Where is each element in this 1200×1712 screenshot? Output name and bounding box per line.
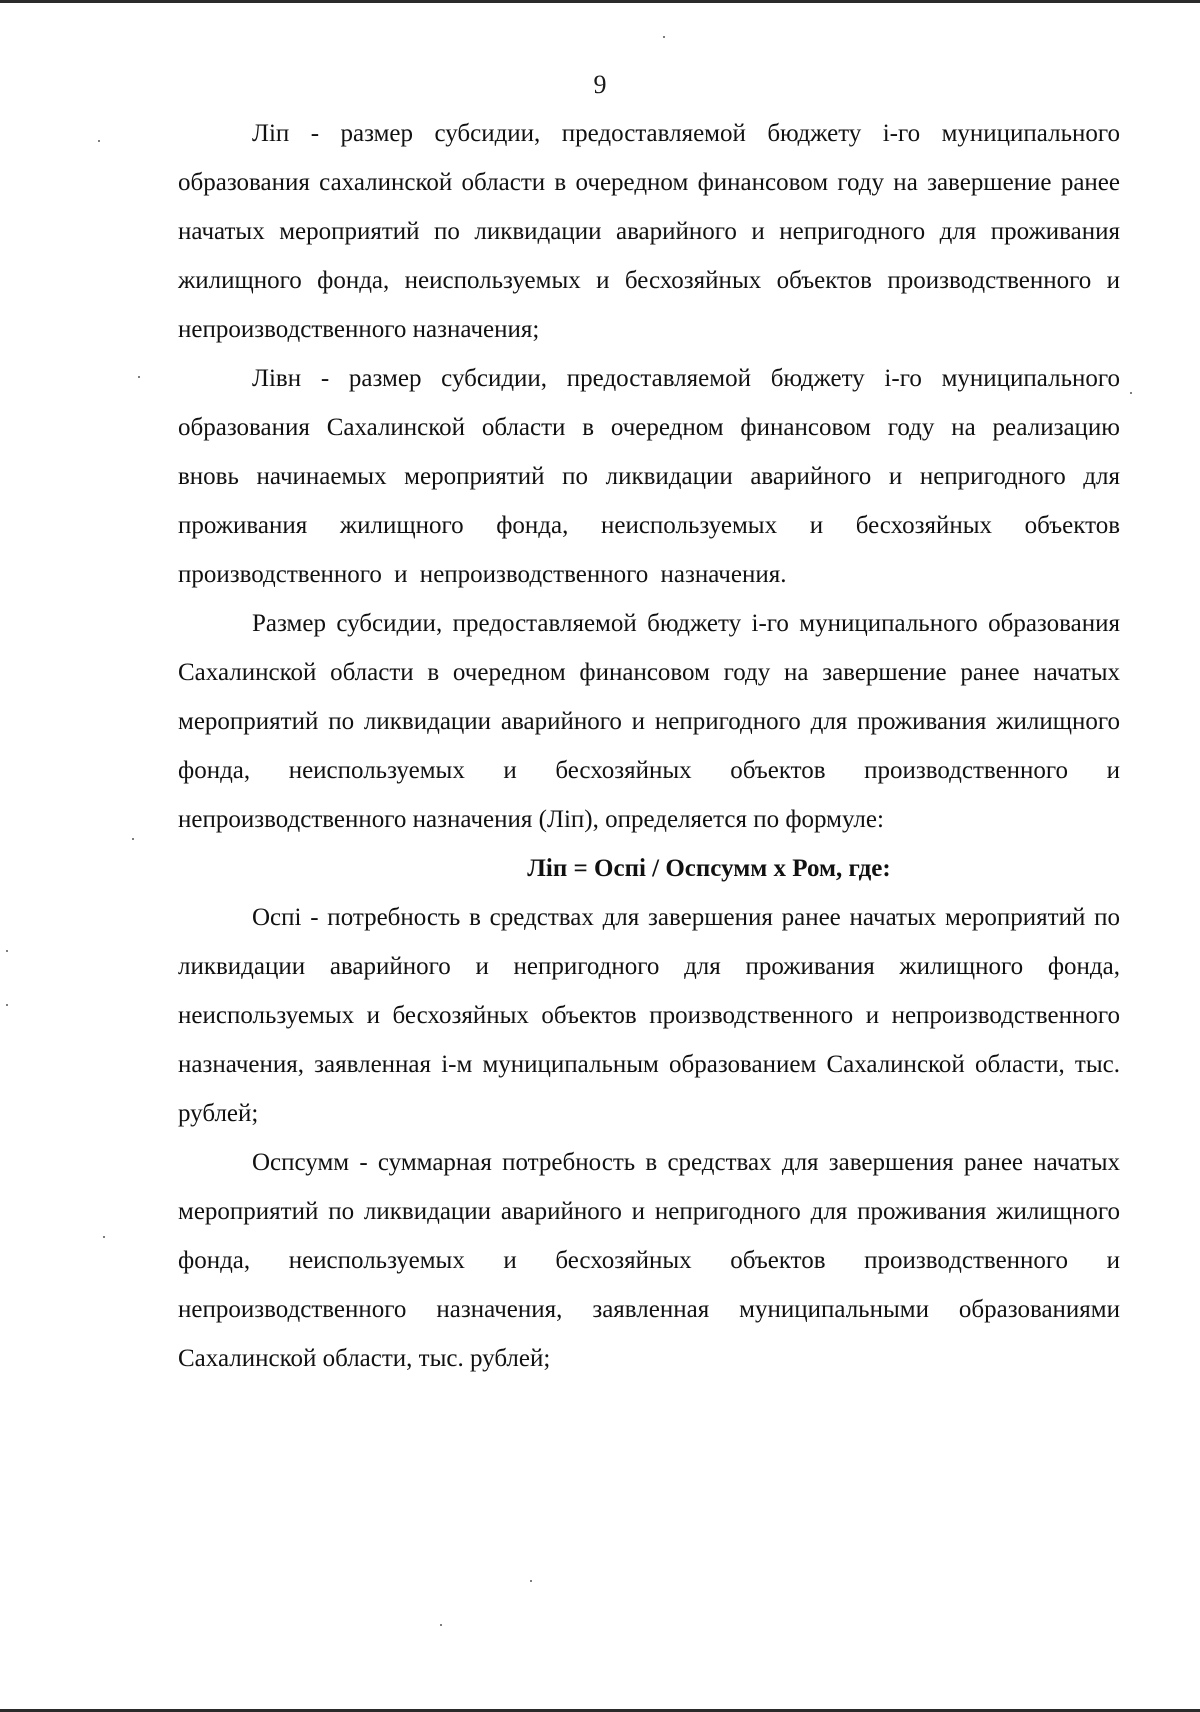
paragraph-lip-definition: Ліп - размер субсидии, предоставляемой бюджету і-го муниципального образования сахалинской области в очередном финансовом году на завершение ранее начатых мероприятий по ликвидации аварийного и непригодного для проживания жилищного фонда, неиспользуемых и бесхозяйных объектов производственного и непроизводственного назначения; bbox=[178, 120, 1120, 343]
paragraph-ospi-definition: Оспі - потребность в средствах для завершения ранее начатых мероприятий по ликвидации аварийного и непригодного для проживания жилищного фонда, неиспользуемых и бесхозяйных объектов производственного и непроизводственного назначения, заявленная і-м муниципальным образованием Сахалинской области, тыс. рублей; bbox=[178, 904, 1120, 1127]
scan-speck bbox=[440, 1624, 442, 1626]
scan-speck bbox=[6, 1004, 8, 1006]
scan-speck bbox=[138, 376, 140, 378]
scan-speck bbox=[103, 1236, 105, 1238]
scan-edge-top bbox=[0, 0, 1200, 3]
scan-speck bbox=[663, 36, 665, 38]
formula-lip: Ліп = Оспі / Оспсумм х Ром, где: bbox=[527, 855, 891, 882]
scan-speck bbox=[132, 838, 134, 840]
scan-speck bbox=[530, 1580, 532, 1582]
page-number: 9 bbox=[593, 70, 607, 99]
paragraph-subsidy-size: Размер субсидии, предоставляемой бюджету і-го муниципального образования Сахалинской области в очередном финансовом году на завершение ранее начатых мероприятий по ликвидации аварийного и непригодного для проживания жилищного фонда, неиспользуемых и бесхозяйных объектов производственного и непроизводственного назначения (Ліп), определяется по формуле: bbox=[178, 610, 1120, 833]
scan-speck bbox=[6, 950, 8, 952]
document-body bbox=[178, 109, 1120, 1383]
scan-speck bbox=[98, 140, 100, 142]
paragraph-ospsumm-definition: Оспсумм - суммарная потребность в средствах для завершения ранее начатых мероприятий по ликвидации аварийного и непригодного для проживания жилищного фонда, неиспользуемых и бесхозяйных объектов производственного и непроизводственного назначения, заявленная муниципальными образованиями Сахалинской области, тыс. рублей; bbox=[178, 1149, 1120, 1372]
paragraph-livn-definition: Лівн - размер субсидии, предоставляемой бюджету і-го муниципального образования Сахалинской области в очередном финансовом году на реализацию вновь начинаемых мероприятий по ликвидации аварийного и непригодного для проживания жилищного фонда, неиспользуемых и бесхозяйных объектов производственного и непроизводственного назначения. bbox=[178, 365, 1120, 588]
scan-speck bbox=[1130, 392, 1132, 394]
